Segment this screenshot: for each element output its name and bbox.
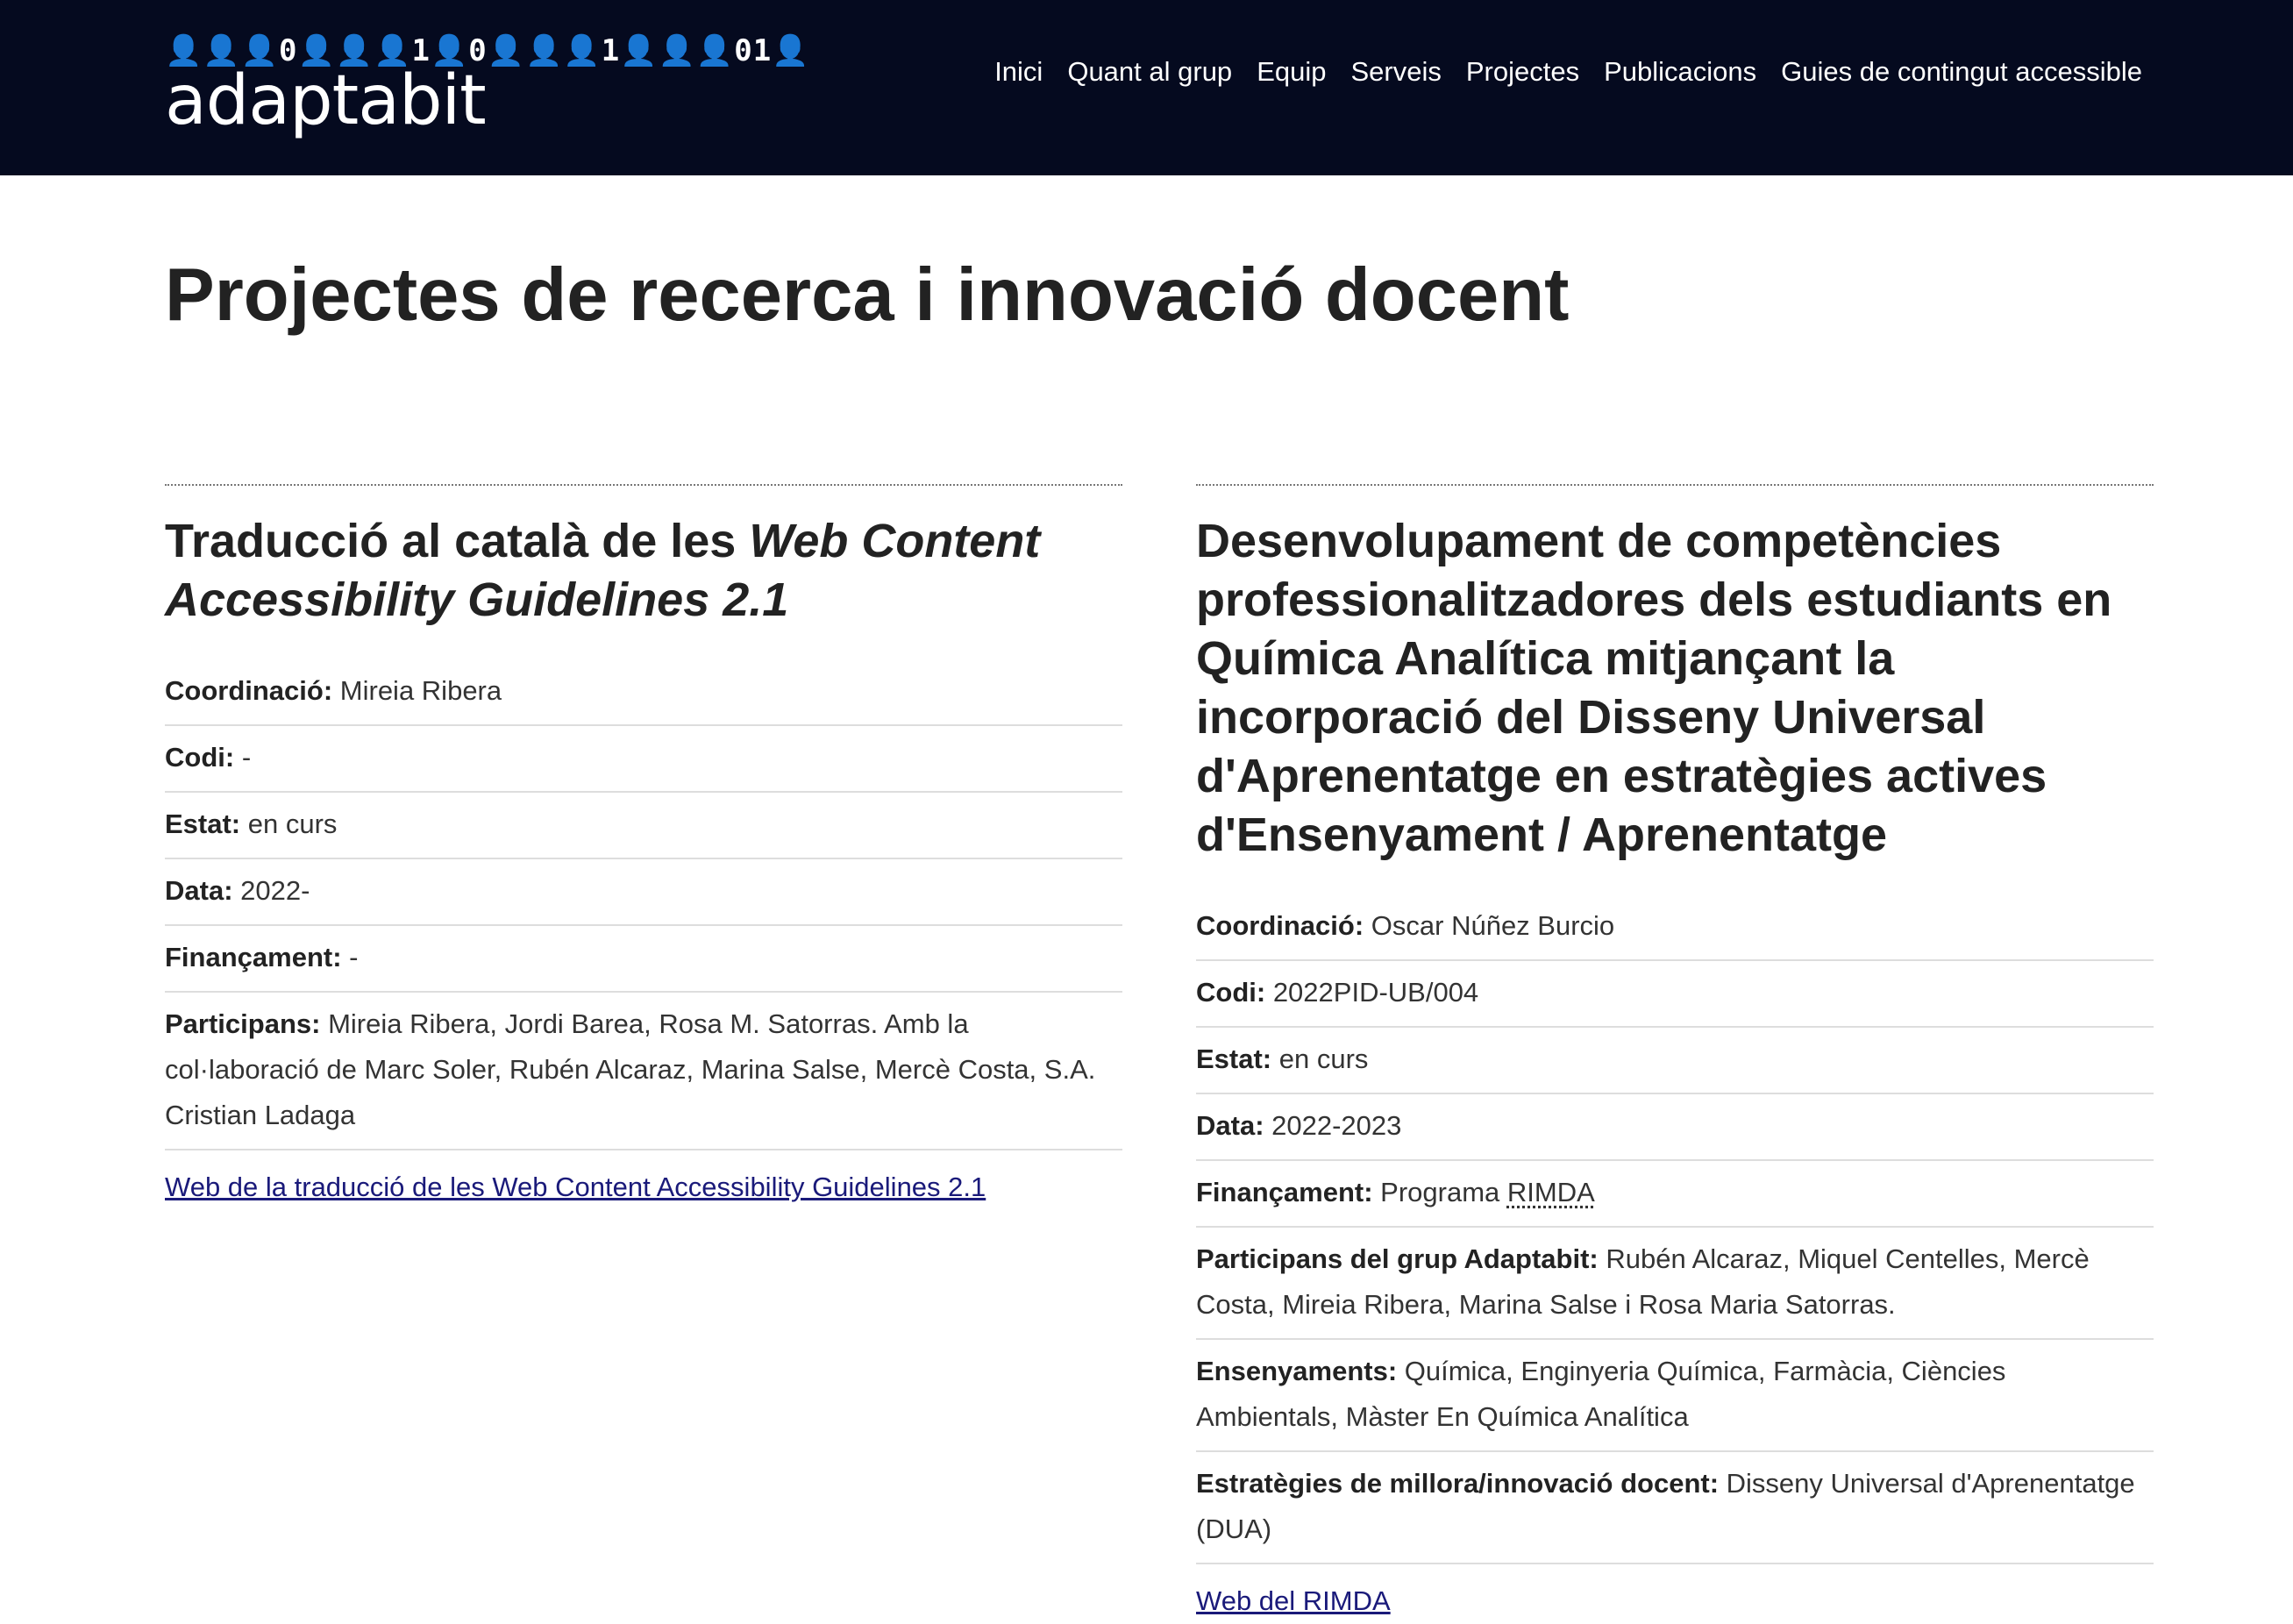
project-title: Desenvolupament de competències professionalitzadores dels estudiants en Química Analítica mitjançant la incorporació del Disseny Universal d'Aprenentatge en estratègies actives d'Ensenyament / Aprenentatge <box>1196 515 2112 861</box>
rimda-abbr: RIMDA <box>1506 1177 1595 1207</box>
nav-serveis[interactable]: Serveis <box>1350 56 1442 87</box>
field-participans: Participans: Mireia Ribera, Jordi Barea, Rosa M. Satorras. Amb la col·laboració de Marc Soler, Rubén Alcaraz, Marina Salse, Mercè Costa, S.A. Cristian Ladaga <box>165 993 1122 1150</box>
field-ensenyaments: Ensenyaments: Química, Enginyeria Química, Farmàcia, Ciències Ambientals, Màster En Química Analítica <box>1196 1340 2154 1452</box>
field-financament: Finançament: Programa RIMDA <box>1196 1161 2154 1228</box>
nav-publicacions[interactable]: Publicacions <box>1604 56 1757 87</box>
field-codi: Codi: 2022PID-UB/004 <box>1196 961 2154 1028</box>
project-title-emphasis: Web Content Accessibility Guidelines 2.1 <box>165 515 1041 626</box>
field-coordinacio: Coordinació: Oscar Núñez Burcio <box>1196 894 2154 961</box>
field-estat: Estat: en curs <box>165 793 1122 859</box>
field-data: Data: 2022-2023 <box>1196 1094 2154 1161</box>
project-title <box>165 512 1122 630</box>
nav-projectes[interactable]: Projectes <box>1465 56 1580 87</box>
page-title: Projectes de recerca i innovació docent <box>165 253 1570 337</box>
adaptabit-logo[interactable] <box>165 33 810 140</box>
nav-inici[interactable]: Inici <box>994 56 1043 87</box>
project-web-link[interactable]: Web del RIMDA <box>1196 1585 1391 1616</box>
site-header <box>0 0 2293 175</box>
project-card <box>1196 484 2154 1624</box>
logo-binary-people: 👤👤👤0👤👤👤1👤0👤👤👤1👤👤👤01👤 <box>165 33 810 68</box>
field-codi: Codi: - <box>165 726 1122 793</box>
logo-wordmark: adaptabit <box>165 61 486 140</box>
project-card <box>165 484 1122 1210</box>
nav-equip[interactable]: Equip <box>1257 56 1327 87</box>
nav-guies[interactable]: Guies de contingut accessible <box>1781 56 2142 87</box>
nav-quant-al-grup[interactable]: Quant al grup <box>1067 56 1233 87</box>
field-data: Data: 2022- <box>165 859 1122 926</box>
project-title-text: Traducció al català de les <box>165 515 750 567</box>
field-estat: Estat: en curs <box>1196 1028 2154 1094</box>
field-estrategies: Estratègies de millora/innovació docent: Disseny Universal d'Aprenentatge (DUA) <box>1196 1452 2154 1564</box>
field-coordinacio: Coordinació: Mireia Ribera <box>165 659 1122 726</box>
project-web-link[interactable]: Web de la traducció de les Web Content Accessibility Guidelines 2.1 <box>165 1172 986 1202</box>
field-participans: Participans del grup Adaptabit: Rubén Alcaraz, Miquel Centelles, Mercè Costa, Mireia Ribera, Marina Salse i Rosa Maria Satorras. <box>1196 1228 2154 1340</box>
main-nav <box>994 51 2142 93</box>
field-financament: Finançament: - <box>165 926 1122 993</box>
